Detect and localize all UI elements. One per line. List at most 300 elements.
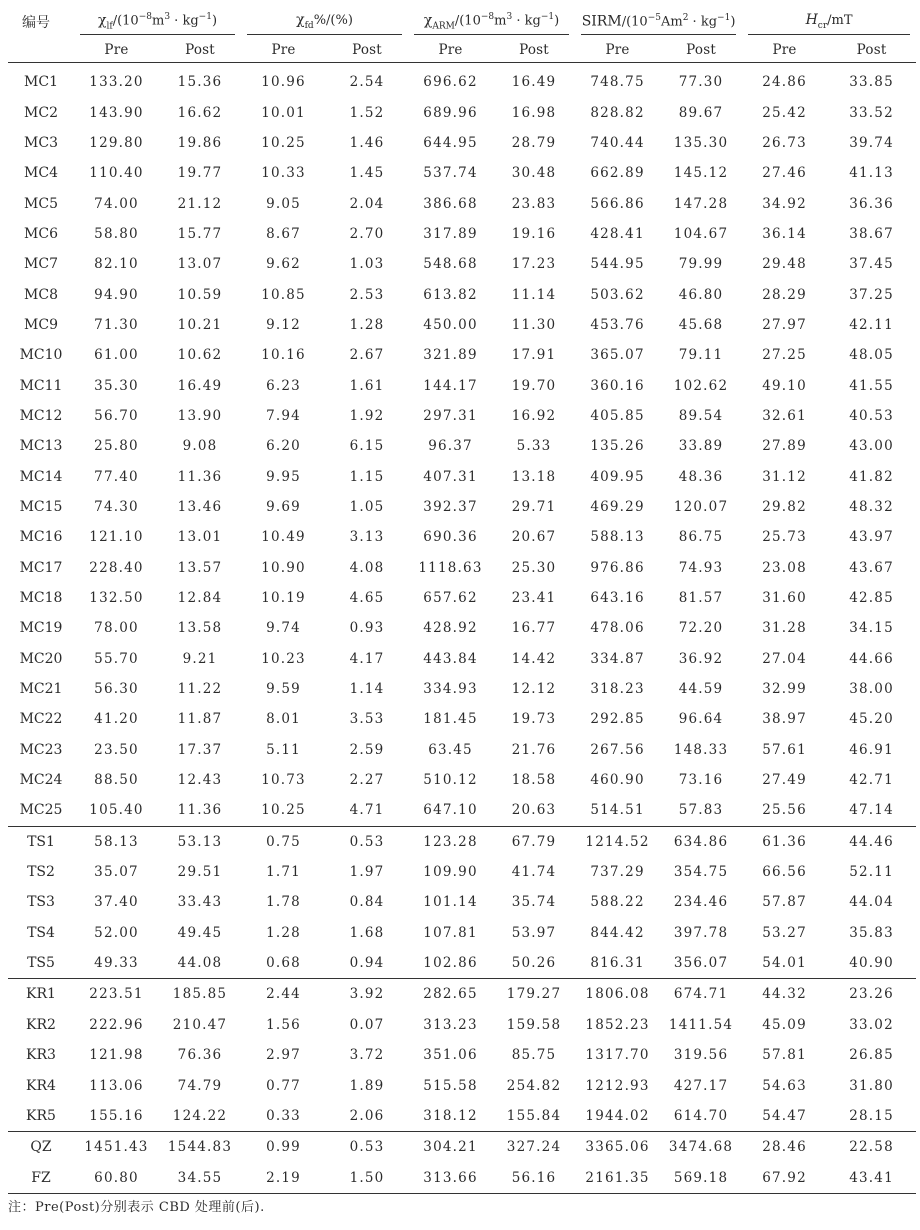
value-cell: 57.87 (762, 894, 807, 911)
group-unit: /mT (827, 13, 853, 29)
value-cell: 689.96 (423, 104, 478, 121)
table-row (8, 704, 916, 734)
value-cell: 23.08 (762, 559, 807, 576)
value-cell: 13.46 (177, 498, 223, 515)
value-cell: 11.36 (177, 802, 223, 819)
value-cell: 696.62 (423, 74, 478, 91)
value-cell: 9.12 (266, 316, 301, 333)
value-cell: 39.74 (849, 134, 894, 151)
value-cell: 313.23 (423, 1016, 478, 1033)
value-cell: 82.10 (94, 256, 139, 273)
value-cell: 76.36 (177, 1047, 223, 1064)
value-cell: 33.43 (177, 894, 223, 911)
value-cell: 5.33 (516, 438, 552, 455)
value-cell: 9.74 (266, 620, 301, 637)
value-cell: 10.01 (261, 104, 306, 121)
value-cell: 313.66 (408, 1162, 493, 1193)
group-close-paren: ) (554, 13, 560, 29)
value-cell: 254.82 (506, 1077, 562, 1094)
sample-group (8, 1132, 916, 1194)
sample-id-cell: TS3 (27, 894, 55, 911)
value-cell: 588.22 (590, 894, 645, 911)
value-cell: 159.58 (506, 1016, 562, 1033)
value-cell: 1.28 (349, 316, 385, 333)
value-cell: 1.15 (349, 468, 385, 485)
value-cell: 17.37 (177, 741, 223, 758)
value-cell: 334.93 (423, 681, 478, 698)
magnetic-parameters-table (8, 6, 916, 1194)
value-cell: 1317.70 (585, 1047, 650, 1064)
value-cell: 3.92 (326, 979, 408, 1010)
table-row (8, 97, 916, 127)
table-row (8, 765, 916, 795)
value-cell: 1.78 (266, 894, 301, 911)
group-unit-kg: · kg (688, 14, 718, 30)
value-cell: 33.52 (849, 104, 894, 121)
value-cell: 16.92 (511, 407, 557, 424)
value-cell: 36.14 (762, 225, 807, 242)
value-cell: 74.00 (94, 195, 139, 212)
value-cell: 31.60 (762, 590, 807, 607)
sample-id-cell: KR1 (8, 979, 74, 1010)
value-cell: 71.30 (94, 316, 139, 333)
sample-group (8, 979, 916, 1132)
table-row (8, 583, 916, 613)
value-cell: 2.27 (349, 772, 385, 789)
value-cell: 360.16 (590, 377, 645, 394)
value-cell: 28.79 (511, 134, 557, 151)
sample-id-cell: TS5 (27, 955, 55, 972)
value-cell: 29.82 (762, 498, 807, 515)
value-cell: 844.42 (590, 924, 645, 941)
value-cell: 3474.68 (660, 1132, 742, 1163)
value-cell: 6.15 (349, 438, 385, 455)
group-kg-exponent: −1 (198, 11, 212, 22)
value-cell: 13.90 (177, 407, 223, 424)
value-cell: 133.20 (89, 74, 144, 91)
value-cell: 28.29 (762, 286, 807, 303)
value-cell: 428.41 (590, 225, 645, 242)
value-cell: 48.32 (849, 498, 894, 515)
value-cell: 44.32 (742, 979, 827, 1010)
group-unit-base: m (494, 13, 507, 29)
sample-id-cell: MC6 (24, 225, 58, 242)
sample-id-cell: MC21 (19, 681, 63, 698)
value-cell: 3.53 (349, 711, 385, 728)
value-cell: 16.49 (511, 74, 557, 91)
value-cell: 1.14 (349, 681, 385, 698)
value-cell: 46.80 (678, 286, 724, 303)
table-row (8, 279, 916, 309)
value-cell: 102.62 (673, 377, 729, 394)
value-cell: 569.18 (660, 1162, 742, 1193)
value-cell: 135.30 (673, 134, 729, 151)
value-cell: 49.10 (762, 377, 807, 394)
value-cell: 0.94 (349, 955, 385, 972)
value-cell: 10.25 (261, 802, 306, 819)
value-cell: 453.76 (590, 316, 645, 333)
value-cell: 110.40 (89, 165, 144, 182)
value-cell: 20.63 (511, 802, 557, 819)
sample-id-cell: MC15 (19, 498, 63, 515)
pre-column-header: Pre (271, 41, 296, 58)
sirm-header (575, 6, 742, 37)
table-row (8, 735, 916, 765)
value-cell: 19.77 (177, 165, 223, 182)
value-cell: 56.70 (94, 407, 139, 424)
value-cell: 976.86 (590, 559, 645, 576)
value-cell: 25.42 (762, 104, 807, 121)
group-subscript: cr (817, 20, 828, 31)
table-row (8, 826, 916, 857)
value-cell: 9.62 (266, 256, 301, 273)
group-exponent: −5 (647, 13, 661, 24)
value-cell: 544.95 (590, 256, 645, 273)
value-cell: 21.76 (511, 741, 557, 758)
value-cell: 657.62 (423, 590, 478, 607)
value-cell: 16.77 (511, 620, 557, 637)
value-cell: 10.23 (261, 650, 306, 667)
value-cell: 67.79 (493, 826, 575, 857)
sample-id-cell: MC17 (19, 559, 63, 576)
value-cell: 6.23 (266, 377, 301, 394)
value-cell: 104.67 (673, 225, 729, 242)
value-cell: 13.57 (177, 559, 223, 576)
value-cell: 57.81 (762, 1047, 807, 1064)
value-cell: 1.03 (349, 256, 385, 273)
group-unit-exponent: 3 (506, 11, 513, 22)
group-unit-exponent: 2 (682, 13, 689, 24)
value-cell: 748.75 (590, 74, 645, 91)
value-cell: 155.16 (89, 1107, 144, 1124)
value-cell: 9.59 (266, 681, 301, 698)
value-cell: 503.62 (590, 286, 645, 303)
value-cell: 30.48 (511, 165, 557, 182)
value-cell: 2.06 (349, 1107, 385, 1124)
value-cell: 10.59 (177, 286, 223, 303)
sample-id-cell: MC5 (24, 195, 58, 212)
value-cell: 101.14 (423, 894, 478, 911)
sample-id-cell: KR3 (26, 1047, 56, 1064)
table-row (8, 128, 916, 158)
value-cell: 13.01 (177, 529, 223, 546)
value-cell: 10.25 (261, 134, 306, 151)
value-cell: 27.04 (762, 650, 807, 667)
group-subscript: fd (304, 20, 314, 31)
value-cell: 50.26 (511, 955, 557, 972)
value-cell: 181.45 (423, 711, 478, 728)
group-close-paren: ) (730, 14, 736, 30)
value-cell: 28.46 (742, 1132, 827, 1163)
value-cell: 9.69 (266, 498, 301, 515)
value-cell: 11.22 (177, 681, 223, 698)
table-row (8, 644, 916, 674)
table-row (8, 249, 916, 279)
value-cell: 10.73 (261, 772, 306, 789)
value-cell: 79.99 (678, 256, 724, 273)
value-cell: 10.16 (261, 347, 306, 364)
value-cell: 148.33 (673, 741, 729, 758)
value-cell: 19.16 (511, 225, 557, 242)
value-cell: 35.07 (94, 864, 139, 881)
group-exponent: −8 (480, 11, 495, 22)
value-cell: 53.27 (762, 924, 807, 941)
table-row (8, 887, 916, 917)
value-cell: 109.90 (423, 864, 478, 881)
table-row (8, 188, 916, 218)
table-row (8, 553, 916, 583)
value-cell: 1852.23 (585, 1016, 650, 1033)
value-cell: 354.75 (673, 864, 729, 881)
value-cell: 113.06 (89, 1077, 144, 1094)
sample-id-cell: MC2 (24, 104, 58, 121)
value-cell: 74.30 (94, 498, 139, 515)
value-cell: 74.93 (678, 559, 724, 576)
value-cell: 740.44 (590, 134, 645, 151)
value-cell: 38.97 (762, 711, 807, 728)
value-cell: 267.56 (590, 741, 645, 758)
value-cell: 443.84 (423, 650, 478, 667)
value-cell: 56.30 (94, 681, 139, 698)
value-cell: 89.67 (678, 104, 724, 121)
value-cell: 4.08 (349, 559, 385, 576)
value-cell: 35.83 (849, 924, 894, 941)
sample-id-cell: MC1 (24, 74, 58, 91)
value-cell: 38.00 (849, 681, 894, 698)
table-row (8, 1132, 916, 1163)
table-row (8, 1101, 916, 1132)
value-cell: 2.67 (349, 347, 385, 364)
value-cell: 31.12 (762, 468, 807, 485)
sample-id-cell: MC3 (24, 134, 58, 151)
value-cell: 33.89 (678, 438, 724, 455)
value-cell: 548.68 (423, 256, 478, 273)
value-cell: 23.26 (827, 979, 916, 1010)
value-cell: 478.06 (590, 620, 645, 637)
table-footnote: 注：Pre(Post)分别表示 CBD 处理前(后). (8, 1200, 265, 1215)
value-cell: 13.18 (511, 468, 557, 485)
value-cell: 317.89 (423, 225, 478, 242)
sample-id-cell: MC12 (19, 407, 63, 424)
value-cell: 828.82 (590, 104, 645, 121)
value-cell: 1.68 (349, 924, 385, 941)
group-subscript: lf (106, 21, 113, 32)
table-row (8, 1070, 916, 1100)
value-cell: 46.91 (849, 741, 894, 758)
value-cell: 1.56 (266, 1016, 301, 1033)
value-cell: 14.42 (511, 650, 557, 667)
table-row (8, 1040, 916, 1070)
value-cell: 32.99 (762, 681, 807, 698)
table-row (8, 370, 916, 400)
value-cell: 2.53 (349, 286, 385, 303)
value-cell: 4.65 (349, 590, 385, 607)
value-cell: 25.80 (94, 438, 139, 455)
group-symbol: χ (423, 12, 433, 29)
value-cell: 16.62 (177, 104, 223, 121)
value-cell: 10.62 (177, 347, 223, 364)
table-row (8, 219, 916, 249)
value-cell: 45.09 (762, 1016, 807, 1033)
value-cell: 34.15 (849, 620, 894, 637)
value-cell: 54.63 (762, 1077, 807, 1094)
value-cell: 10.90 (261, 559, 306, 576)
group-close-paren: ) (211, 13, 218, 29)
value-cell: 2161.35 (575, 1162, 660, 1193)
value-cell: 11.36 (177, 468, 223, 485)
value-cell: 613.82 (423, 286, 478, 303)
value-cell: 0.84 (349, 894, 385, 911)
value-cell: 10.85 (261, 286, 306, 303)
pre-column-header: Pre (438, 41, 463, 58)
value-cell: 1411.54 (668, 1016, 734, 1033)
value-cell: 614.70 (673, 1107, 729, 1124)
value-cell: 23.83 (511, 195, 557, 212)
value-cell: 0.99 (241, 1132, 326, 1163)
value-cell: 8.01 (266, 711, 301, 728)
sample-group (8, 63, 916, 827)
value-cell: 334.87 (590, 650, 645, 667)
value-cell: 43.67 (849, 559, 894, 576)
value-cell: 144.17 (423, 377, 478, 394)
value-cell: 7.94 (266, 407, 301, 424)
value-cell: 0.53 (326, 826, 408, 857)
value-cell: 21.12 (177, 195, 223, 212)
value-cell: 1944.02 (585, 1107, 650, 1124)
value-cell: 79.11 (678, 347, 724, 364)
table-row (8, 918, 916, 948)
group-exponent: −8 (138, 11, 152, 22)
value-cell: 60.80 (74, 1162, 159, 1193)
value-cell: 19.70 (511, 377, 557, 394)
pre-post-subheader-row (8, 37, 916, 63)
group-unit-base: m (151, 13, 165, 29)
value-cell: 1.97 (349, 864, 385, 881)
value-cell: 145.12 (673, 165, 729, 182)
table-row (8, 431, 916, 461)
table-row (8, 795, 916, 826)
value-cell: 36.92 (678, 650, 724, 667)
value-cell: 96.37 (428, 438, 473, 455)
value-cell: 24.86 (762, 74, 807, 91)
value-cell: 450.00 (423, 316, 478, 333)
value-cell: 1.46 (349, 134, 385, 151)
value-cell: 33.85 (849, 74, 894, 91)
sample-id-cell: MC7 (24, 256, 58, 273)
sample-id-cell: MC16 (19, 529, 63, 546)
value-cell: 234.46 (673, 894, 729, 911)
value-cell: 2.70 (349, 225, 385, 242)
group-unit-base: Am (660, 14, 683, 30)
value-cell: 9.95 (266, 468, 301, 485)
value-cell: 9.08 (182, 438, 218, 455)
value-cell: 365.07 (590, 347, 645, 364)
value-cell: 1806.08 (575, 979, 660, 1010)
value-cell: 155.84 (506, 1107, 562, 1124)
group-unit: %/(%) (313, 13, 353, 29)
value-cell: 321.89 (423, 347, 478, 364)
value-cell: 27.25 (762, 347, 807, 364)
value-cell: 1.52 (349, 104, 385, 121)
value-cell: 297.31 (423, 407, 478, 424)
value-cell: 2.19 (241, 1162, 326, 1193)
hcr-header (742, 6, 916, 37)
value-cell: 58.13 (74, 826, 159, 857)
value-cell: 48.36 (678, 468, 724, 485)
table-row (8, 674, 916, 704)
value-cell: 47.14 (849, 802, 894, 819)
value-cell: 0.75 (241, 826, 326, 857)
value-cell: 42.11 (849, 316, 894, 333)
value-cell: 107.81 (423, 924, 478, 941)
value-cell: 318.23 (590, 681, 645, 698)
value-cell: 129.80 (89, 134, 144, 151)
value-cell: 40.53 (849, 407, 894, 424)
value-cell: 0.93 (349, 620, 385, 637)
value-cell: 35.74 (511, 894, 557, 911)
table-row (8, 310, 916, 340)
value-cell: 428.92 (423, 620, 478, 637)
value-cell: 0.33 (266, 1107, 301, 1124)
value-cell: 35.30 (94, 377, 139, 394)
value-cell: 510.12 (423, 772, 478, 789)
group-unit: /(10 (112, 13, 139, 29)
value-cell: 460.90 (590, 772, 645, 789)
value-cell: 52.11 (849, 864, 894, 881)
value-cell: 105.40 (89, 802, 144, 819)
value-cell: 11.30 (511, 316, 557, 333)
value-cell: 210.47 (172, 1016, 228, 1033)
sample-id-cell: QZ (8, 1132, 74, 1163)
value-cell: 34.92 (762, 195, 807, 212)
value-cell: 44.04 (849, 894, 894, 911)
value-cell: 405.85 (590, 407, 645, 424)
value-cell: 121.10 (89, 529, 144, 546)
value-cell: 282.65 (408, 979, 493, 1010)
value-cell: 29.71 (511, 498, 557, 515)
group-subscript: ARM (432, 21, 455, 32)
value-cell: 185.85 (159, 979, 241, 1010)
value-cell: 356.07 (673, 955, 729, 972)
value-cell: 4.17 (349, 650, 385, 667)
value-cell: 22.58 (827, 1132, 916, 1163)
value-cell: 57.61 (762, 741, 807, 758)
sample-group (8, 826, 916, 979)
value-cell: 53.97 (511, 924, 557, 941)
value-cell: 1214.52 (575, 826, 660, 857)
value-cell: 3.72 (349, 1047, 385, 1064)
value-cell: 566.86 (590, 195, 645, 212)
value-cell: 26.73 (762, 134, 807, 151)
value-cell: 2.97 (266, 1047, 301, 1064)
value-cell: 102.86 (423, 955, 478, 972)
value-cell: 120.07 (673, 498, 729, 515)
table-row (8, 1010, 916, 1040)
value-cell: 13.07 (177, 256, 223, 273)
table-row (8, 340, 916, 370)
group-unit: /(10 (454, 13, 481, 29)
value-cell: 737.29 (590, 864, 645, 881)
sample-id-cell: TS4 (27, 924, 55, 941)
table-row (8, 461, 916, 491)
value-cell: 223.51 (74, 979, 159, 1010)
group-unit-exponent: 3 (164, 11, 171, 22)
post-column-header: Post (352, 41, 382, 58)
value-cell: 407.31 (423, 468, 478, 485)
value-cell: 67.92 (742, 1162, 827, 1193)
value-cell: 73.16 (678, 772, 724, 789)
value-cell: 55.70 (94, 650, 139, 667)
